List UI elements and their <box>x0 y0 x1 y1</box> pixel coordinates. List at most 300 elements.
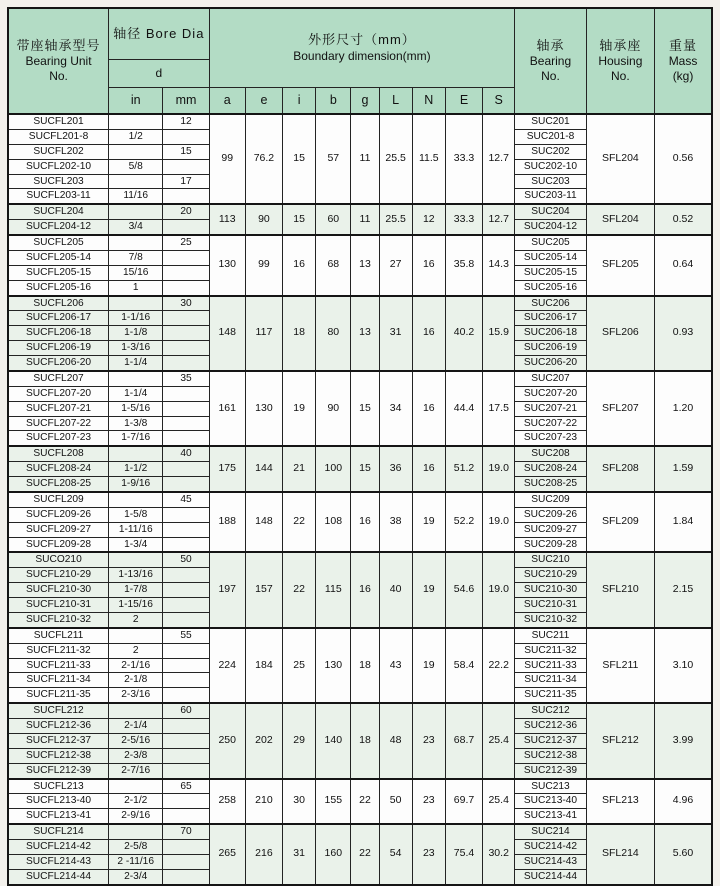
bore-in-cell <box>109 446 163 461</box>
dim-E-cell: 75.4 <box>445 824 482 885</box>
dim-i-cell: 21 <box>283 446 316 492</box>
bearing-no-cell: SUC209-28 <box>515 537 586 552</box>
col-header-e: e <box>245 88 282 115</box>
bore-mm-cell <box>163 763 209 778</box>
bearing-no-header-zh: 轴承 <box>536 37 565 53</box>
dim-E-cell: 69.7 <box>445 779 482 825</box>
bore-in-cell: 1-9/16 <box>109 477 163 492</box>
bearing-unit-no-cell: SUCFL213-41 <box>8 809 109 824</box>
bore-in-cell: 11/16 <box>109 189 163 204</box>
bearing-no-cell: SUC208 <box>515 446 586 461</box>
table-row <box>8 235 712 250</box>
housing-no-cell: SFL206 <box>586 296 654 371</box>
dim-b-cell: 140 <box>316 703 351 778</box>
dim-e-cell: 99 <box>245 235 282 296</box>
dim-e-cell: 202 <box>245 703 282 778</box>
mass-header-zh: 重量 <box>669 37 698 53</box>
dim-i-cell: 31 <box>283 824 316 885</box>
table-row <box>8 703 712 718</box>
dim-a-cell: 258 <box>209 779 245 825</box>
bore-mm-cell <box>163 598 209 613</box>
bore-in-cell: 5/8 <box>109 159 163 174</box>
dim-e-cell: 184 <box>245 628 282 703</box>
bearing-no-cell: SUC214-43 <box>515 854 586 869</box>
dim-S-cell: 15.9 <box>483 296 515 371</box>
bore-mm-cell <box>163 431 209 446</box>
bearing-unit-no-cell: SUCFL208-25 <box>8 477 109 492</box>
housing-no-header-en1: Housing <box>598 54 643 69</box>
bearing-unit-no-cell: SUCFL211-34 <box>8 673 109 688</box>
bearing-unit-no-cell: SUCFL202 <box>8 144 109 159</box>
bore-in-cell: 1-1/16 <box>109 311 163 326</box>
bearing-no-cell: SUC207-20 <box>515 386 586 401</box>
bearing-unit-no-cell: SUCFL212-38 <box>8 748 109 763</box>
bore-mm-cell: 35 <box>163 371 209 386</box>
bearing-unit-no-cell: SUCFL206-18 <box>8 326 109 341</box>
dim-S-cell: 12.7 <box>483 204 515 235</box>
mass-cell: 0.64 <box>655 235 712 296</box>
bearing-unit-no-cell: SUCFL208-24 <box>8 462 109 477</box>
dim-S-cell: 30.2 <box>483 824 515 885</box>
bearing-no-cell: SUC212 <box>515 703 586 718</box>
dim-E-cell: 52.2 <box>445 492 482 553</box>
bore-mm-cell <box>163 341 209 356</box>
bore-in-cell: 1-13/16 <box>109 568 163 583</box>
bore-in-cell <box>109 492 163 507</box>
dim-a-cell: 197 <box>209 552 245 627</box>
bore-in-cell: 2-9/16 <box>109 809 163 824</box>
mass-cell: 5.60 <box>655 824 712 885</box>
dim-N-cell: 19 <box>412 628 445 703</box>
housing-no-cell: SFL213 <box>586 779 654 825</box>
dim-N-cell: 11.5 <box>412 114 445 204</box>
table-row <box>8 779 712 794</box>
col-header-a: a <box>209 88 245 115</box>
bearing-no-cell: SUC212-38 <box>515 748 586 763</box>
bore-mm-cell <box>163 522 209 537</box>
bearing-no-cell: SUC210-29 <box>515 568 586 583</box>
bore-in-cell: 2-3/4 <box>109 869 163 884</box>
dim-b-cell: 108 <box>316 492 351 553</box>
dim-b-cell: 90 <box>316 371 351 446</box>
bearing-unit-no-cell: SUCFL202-10 <box>8 159 109 174</box>
col-header-in: in <box>109 88 163 115</box>
bore-in-cell: 2-3/16 <box>109 688 163 703</box>
col-header-bearing-no <box>515 8 586 114</box>
bearing-no-cell: SUC209-27 <box>515 522 586 537</box>
bearing-no-header-en2: No. <box>541 69 560 84</box>
dim-N-cell: 16 <box>412 371 445 446</box>
mass-cell: 0.56 <box>655 114 712 204</box>
bearing-unit-no-cell: SUCFL206-20 <box>8 356 109 371</box>
dim-e-cell: 117 <box>245 296 282 371</box>
bearing-no-cell: SUC207-21 <box>515 401 586 416</box>
bearing-no-cell: SUC204-12 <box>515 220 586 235</box>
bearing-unit-no-cell: SUCFL211-35 <box>8 688 109 703</box>
bearing-unit-no-cell: SUCFL205-16 <box>8 280 109 295</box>
bearing-unit-no-cell: SUCFL207-23 <box>8 431 109 446</box>
bore-mm-cell <box>163 748 209 763</box>
bore-mm-cell <box>163 854 209 869</box>
bearing-unit-no-cell: SUCFL214-42 <box>8 840 109 855</box>
bearing-no-cell: SUC202 <box>515 144 586 159</box>
bearing-unit-no-cell: SUCFL207-22 <box>8 416 109 431</box>
dim-g-cell: 18 <box>351 628 379 703</box>
bearing-unit-no-cell: SUCFL201 <box>8 114 109 129</box>
bearing-unit-no-cell: SUCFL203-11 <box>8 189 109 204</box>
bearing-no-cell: SUC206-17 <box>515 311 586 326</box>
bore-in-cell: 2-5/8 <box>109 840 163 855</box>
dim-E-cell: 35.8 <box>445 235 482 296</box>
housing-no-cell: SFL211 <box>586 628 654 703</box>
col-header-g: g <box>351 88 379 115</box>
bearing-unit-no-cell: SUCFL206 <box>8 296 109 311</box>
bearing-no-cell: SUC210-30 <box>515 583 586 598</box>
bearing-no-cell: SUC209-26 <box>515 507 586 522</box>
bore-mm-cell <box>163 326 209 341</box>
col-header-b: b <box>316 88 351 115</box>
bearing-unit-no-cell: SUCFL213-40 <box>8 794 109 809</box>
dim-E-cell: 54.6 <box>445 552 482 627</box>
housing-no-cell: SFL205 <box>586 235 654 296</box>
table-row <box>8 628 712 643</box>
bearing-unit-no-cell: SUCFL209-28 <box>8 537 109 552</box>
housing-no-cell: SFL209 <box>586 492 654 553</box>
bearing-unit-no-cell: SUCFL207-20 <box>8 386 109 401</box>
dim-E-cell: 51.2 <box>445 446 482 492</box>
dim-E-cell: 58.4 <box>445 628 482 703</box>
col-header-i: i <box>283 88 316 115</box>
dim-i-cell: 22 <box>283 492 316 553</box>
mass-cell: 3.99 <box>655 703 712 778</box>
bore-mm-cell: 25 <box>163 235 209 250</box>
bore-in-cell: 1-7/8 <box>109 583 163 598</box>
bore-mm-cell <box>163 265 209 280</box>
spec-table-body <box>8 114 712 885</box>
bore-mm-cell <box>163 189 209 204</box>
bearing-no-cell: SUC208-25 <box>515 477 586 492</box>
bore-mm-cell <box>163 311 209 326</box>
boundary-dimension-header-en: Boundary dimension(mm) <box>293 48 431 63</box>
housing-no-header-zh: 轴承座 <box>599 37 642 53</box>
dim-g-cell: 15 <box>351 371 379 446</box>
dim-b-cell: 57 <box>316 114 351 204</box>
mass-cell: 3.10 <box>655 628 712 703</box>
bearing-no-cell: SUC212-37 <box>515 733 586 748</box>
bore-mm-cell <box>163 794 209 809</box>
housing-no-cell: SFL204 <box>586 114 654 204</box>
col-header-bore-dia <box>109 8 210 60</box>
bearing-unit-no-cell: SUCFL210-31 <box>8 598 109 613</box>
housing-no-cell: SFL207 <box>586 371 654 446</box>
bore-in-cell: 1-5/8 <box>109 507 163 522</box>
bore-in-cell: 2-1/4 <box>109 719 163 734</box>
dim-g-cell: 13 <box>351 235 379 296</box>
bore-mm-cell <box>163 719 209 734</box>
bearing-unit-no-cell: SUCFL212 <box>8 703 109 718</box>
bearing-no-cell: SUC201 <box>515 114 586 129</box>
bearing-unit-no-cell: SUCFL212-37 <box>8 733 109 748</box>
bearing-unit-no-cell: SUCFL209 <box>8 492 109 507</box>
dim-g-cell: 16 <box>351 492 379 553</box>
bore-in-cell: 1-1/4 <box>109 356 163 371</box>
bearing-unit-no-cell: SUCFL207-21 <box>8 401 109 416</box>
bearing-no-cell: SUC211-34 <box>515 673 586 688</box>
bearing-no-cell: SUC209 <box>515 492 586 507</box>
dim-e-cell: 148 <box>245 492 282 553</box>
dim-L-cell: 25.5 <box>379 114 412 204</box>
bearing-unit-no-cell: SUCFL210-30 <box>8 583 109 598</box>
bore-mm-cell: 65 <box>163 779 209 794</box>
dim-a-cell: 148 <box>209 296 245 371</box>
table-header <box>8 8 712 114</box>
dim-g-cell: 16 <box>351 552 379 627</box>
bore-in-cell <box>109 371 163 386</box>
bearing-no-cell: SUC202-10 <box>515 159 586 174</box>
dim-N-cell: 23 <box>412 824 445 885</box>
bearing-unit-no-cell: SUCFL209-26 <box>8 507 109 522</box>
table-row <box>8 824 712 839</box>
bearing-unit-no-cell: SUCFL214 <box>8 824 109 839</box>
dim-e-cell: 144 <box>245 446 282 492</box>
mass-cell: 1.84 <box>655 492 712 553</box>
dim-i-cell: 18 <box>283 296 316 371</box>
bearing-unit-header-en1: Bearing Unit <box>25 54 92 69</box>
bore-mm-cell <box>163 129 209 144</box>
dim-a-cell: 130 <box>209 235 245 296</box>
dim-i-cell: 22 <box>283 552 316 627</box>
housing-no-cell: SFL212 <box>586 703 654 778</box>
bearing-no-cell: SUC208-24 <box>515 462 586 477</box>
bore-in-cell: 2-1/8 <box>109 673 163 688</box>
bearing-no-cell: SUC206-20 <box>515 356 586 371</box>
bore-in-cell: 2-1/16 <box>109 658 163 673</box>
bearing-unit-no-cell: SUCFL204 <box>8 204 109 219</box>
dim-e-cell: 157 <box>245 552 282 627</box>
bore-in-cell <box>109 235 163 250</box>
bearing-no-cell: SUC211-33 <box>515 658 586 673</box>
dim-S-cell: 17.5 <box>483 371 515 446</box>
dim-b-cell: 115 <box>316 552 351 627</box>
dim-g-cell: 13 <box>351 296 379 371</box>
mass-header-en2: (kg) <box>672 69 694 84</box>
dim-a-cell: 175 <box>209 446 245 492</box>
dim-S-cell: 19.0 <box>483 552 515 627</box>
dim-e-cell: 130 <box>245 371 282 446</box>
boundary-dimension-header-zh: 外形尺寸（mm） <box>308 32 416 48</box>
dim-a-cell: 250 <box>209 703 245 778</box>
table-row <box>8 114 712 129</box>
dim-i-cell: 30 <box>283 779 316 825</box>
bore-in-cell: 1-5/16 <box>109 401 163 416</box>
bearing-no-cell: SUC211-35 <box>515 688 586 703</box>
housing-no-header-en2: No. <box>611 69 630 84</box>
bearing-no-cell: SUC207-23 <box>515 431 586 446</box>
bearing-unit-no-cell: SUCFL207 <box>8 371 109 386</box>
bore-mm-cell <box>163 568 209 583</box>
dim-S-cell: 22.2 <box>483 628 515 703</box>
bore-in-cell: 1-15/16 <box>109 598 163 613</box>
bearing-unit-no-cell: SUCFL214-43 <box>8 854 109 869</box>
bearing-unit-no-cell: SUCFL205-15 <box>8 265 109 280</box>
bore-mm-cell <box>163 507 209 522</box>
dim-g-cell: 11 <box>351 204 379 235</box>
bearing-unit-no-cell: SUCFL212-39 <box>8 763 109 778</box>
col-header-d: d <box>109 60 210 88</box>
bearing-unit-no-cell: SUCFL211 <box>8 628 109 643</box>
dim-i-cell: 16 <box>283 235 316 296</box>
dim-L-cell: 31 <box>379 296 412 371</box>
bore-in-cell: 3/4 <box>109 220 163 235</box>
bore-in-cell <box>109 204 163 219</box>
bore-in-cell: 1-3/8 <box>109 416 163 431</box>
col-header-L: L <box>379 88 412 115</box>
col-header-housing-no <box>586 8 654 114</box>
dim-i-cell: 29 <box>283 703 316 778</box>
dim-E-cell: 33.3 <box>445 204 482 235</box>
col-header-E: E <box>445 88 482 115</box>
bearing-unit-no-cell: SUCFL203 <box>8 174 109 189</box>
bore-mm-cell: 50 <box>163 552 209 567</box>
dim-b-cell: 60 <box>316 204 351 235</box>
bore-mm-cell <box>163 356 209 371</box>
bore-mm-cell <box>163 733 209 748</box>
bore-mm-cell: 12 <box>163 114 209 129</box>
bore-in-cell <box>109 824 163 839</box>
dim-a-cell: 113 <box>209 204 245 235</box>
dim-i-cell: 19 <box>283 371 316 446</box>
table-row <box>8 446 712 461</box>
bore-in-cell: 1-3/4 <box>109 537 163 552</box>
bore-mm-cell: 20 <box>163 204 209 219</box>
mass-cell: 0.93 <box>655 296 712 371</box>
dim-e-cell: 216 <box>245 824 282 885</box>
bearing-no-cell: SUC206-19 <box>515 341 586 356</box>
housing-no-cell: SFL214 <box>586 824 654 885</box>
bore-in-cell: 2 -11/16 <box>109 854 163 869</box>
bore-mm-cell <box>163 220 209 235</box>
bore-in-cell: 1-11/16 <box>109 522 163 537</box>
dim-N-cell: 16 <box>412 296 445 371</box>
bore-mm-cell <box>163 477 209 492</box>
bore-in-cell: 2-1/2 <box>109 794 163 809</box>
mass-cell: 2.15 <box>655 552 712 627</box>
dim-a-cell: 161 <box>209 371 245 446</box>
bearing-no-cell: SUC213-41 <box>515 809 586 824</box>
bearing-no-cell: SUC206 <box>515 296 586 311</box>
bearing-no-cell: SUC210 <box>515 552 586 567</box>
bearing-unit-no-cell: SUCFL205-14 <box>8 250 109 265</box>
bore-in-cell: 2-7/16 <box>109 763 163 778</box>
dim-N-cell: 12 <box>412 204 445 235</box>
bearing-no-cell: SUC203-11 <box>515 189 586 204</box>
bore-mm-cell: 45 <box>163 492 209 507</box>
mass-header-en1: Mass <box>668 54 698 69</box>
dim-L-cell: 27 <box>379 235 412 296</box>
bearing-unit-no-cell: SUCO210 <box>8 552 109 567</box>
dim-e-cell: 76.2 <box>245 114 282 204</box>
bore-mm-cell <box>163 869 209 884</box>
dim-L-cell: 54 <box>379 824 412 885</box>
bearing-unit-no-cell: SUCFL205 <box>8 235 109 250</box>
bore-mm-cell <box>163 159 209 174</box>
dim-N-cell: 16 <box>412 446 445 492</box>
bearing-unit-no-cell: SUCFL211-32 <box>8 643 109 658</box>
bore-in-cell <box>109 779 163 794</box>
dim-a-cell: 99 <box>209 114 245 204</box>
bore-mm-cell <box>163 462 209 477</box>
mass-cell: 0.52 <box>655 204 712 235</box>
bearing-unit-no-cell: SUCFL212-36 <box>8 719 109 734</box>
col-header-bearing-unit-no <box>8 8 109 114</box>
dim-N-cell: 19 <box>412 552 445 627</box>
bearing-no-cell: SUC205-14 <box>515 250 586 265</box>
dim-b-cell: 130 <box>316 628 351 703</box>
bearing-no-cell: SUC214 <box>515 824 586 839</box>
dim-b-cell: 80 <box>316 296 351 371</box>
dim-a-cell: 265 <box>209 824 245 885</box>
bore-mm-cell: 17 <box>163 174 209 189</box>
bearing-no-cell: SUC205 <box>515 235 586 250</box>
dim-N-cell: 23 <box>412 703 445 778</box>
bearing-no-cell: SUC207-22 <box>515 416 586 431</box>
bore-in-cell: 2-3/8 <box>109 748 163 763</box>
table-row <box>8 296 712 311</box>
bore-mm-cell <box>163 280 209 295</box>
table-row <box>8 371 712 386</box>
bore-in-cell: 7/8 <box>109 250 163 265</box>
dim-e-cell: 90 <box>245 204 282 235</box>
dim-e-cell: 210 <box>245 779 282 825</box>
bearing-no-cell: SUC210-31 <box>515 598 586 613</box>
bore-mm-cell: 55 <box>163 628 209 643</box>
dim-L-cell: 48 <box>379 703 412 778</box>
bore-in-cell <box>109 628 163 643</box>
bore-dia-header-label: 轴径 Bore Dia <box>113 25 205 41</box>
bearing-no-cell: SUC212-36 <box>515 719 586 734</box>
dim-L-cell: 25.5 <box>379 204 412 235</box>
dim-i-cell: 15 <box>283 114 316 204</box>
bearing-no-cell: SUC214-42 <box>515 840 586 855</box>
bearing-unit-no-cell: SUCFL213 <box>8 779 109 794</box>
bore-in-cell: 1/2 <box>109 129 163 144</box>
col-header-mm: mm <box>163 88 209 115</box>
bore-mm-cell <box>163 250 209 265</box>
bore-mm-cell <box>163 416 209 431</box>
table-row <box>8 492 712 507</box>
dim-S-cell: 25.4 <box>483 779 515 825</box>
bore-mm-cell <box>163 612 209 627</box>
bore-mm-cell <box>163 840 209 855</box>
bore-mm-cell: 15 <box>163 144 209 159</box>
bearing-unit-no-cell: SUCFL214-44 <box>8 869 109 884</box>
dim-g-cell: 18 <box>351 703 379 778</box>
bore-in-cell <box>109 144 163 159</box>
bearing-unit-no-cell: SUCFL204-12 <box>8 220 109 235</box>
dim-L-cell: 34 <box>379 371 412 446</box>
bore-in-cell: 1-1/4 <box>109 386 163 401</box>
table-row <box>8 552 712 567</box>
col-header-boundary-dimension <box>209 8 515 88</box>
bearing-no-cell: SUC201-8 <box>515 129 586 144</box>
bore-in-cell: 2 <box>109 612 163 627</box>
bearing-no-header-en1: Bearing <box>529 54 572 69</box>
bearing-no-cell: SUC212-39 <box>515 763 586 778</box>
bearing-no-cell: SUC211 <box>515 628 586 643</box>
bore-mm-cell <box>163 386 209 401</box>
dim-N-cell: 19 <box>412 492 445 553</box>
dim-S-cell: 25.4 <box>483 703 515 778</box>
